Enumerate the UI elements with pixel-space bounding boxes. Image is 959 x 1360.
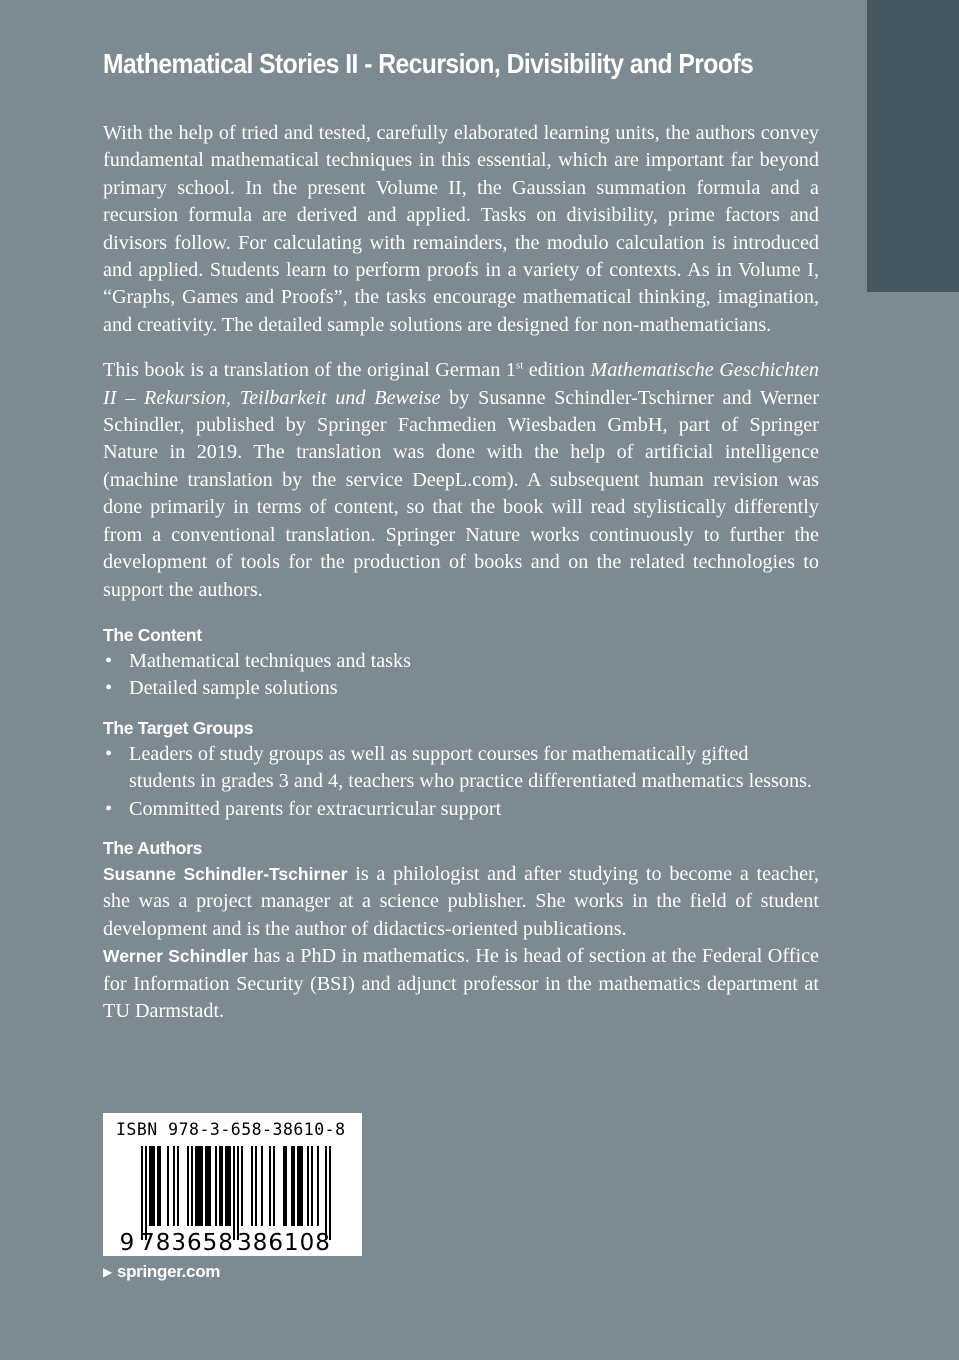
barcode-bar	[299, 1146, 301, 1226]
barcode-digits-right: 386108	[237, 1230, 331, 1256]
translation-lead: This book is a translation of the original German 1	[103, 359, 516, 382]
barcode-graphic	[103, 1113, 362, 1256]
barcode-bar	[307, 1146, 309, 1226]
barcode-bar	[251, 1146, 253, 1226]
barcode-bar	[157, 1146, 159, 1226]
barcode-digit-first: 9	[119, 1230, 135, 1256]
target-groups-list	[103, 741, 819, 823]
barcode-bar	[145, 1146, 147, 1240]
springer-link-text: springer.com	[116, 1262, 221, 1281]
content-list	[103, 648, 819, 703]
barcode-bar	[207, 1146, 209, 1226]
isbn-barcode	[103, 1113, 362, 1256]
translation-rest: by Susanne Schindler-Tschirner and Werner Schindler, published by Springer Fachmedien Wiesbaden GmbH, part of Springer Nature in 2019. The translation was done with the help of artificial intelligence (machine translation by the service DeepL.com). A subsequent human revision was done primarily in terms of content, so that the book will read stylistically differently from a conventional translation. Springer Nature works continuously to further the development of tools for the production of books and on the related technologies to support the authors.	[103, 386, 819, 601]
bullet-icon: •	[105, 649, 113, 672]
barcode-bar	[167, 1146, 169, 1226]
barcode-bar	[141, 1146, 143, 1240]
barcode-bar	[297, 1146, 299, 1226]
bullet-icon: •	[105, 797, 113, 820]
barcode-bar	[159, 1146, 161, 1226]
barcode-bar	[237, 1146, 239, 1240]
barcode-bar	[151, 1146, 153, 1226]
barcode-bar	[197, 1146, 199, 1226]
list-item	[103, 796, 819, 823]
author-name: Susanne Schindler-Tschirner	[103, 863, 348, 884]
content-heading: The Content	[103, 624, 202, 645]
back-cover-content	[103, 44, 819, 1025]
intro-paragraph: With the help of tried and tested, carefully elaborated learning units, the authors convey fundamental mathematical techniques in this essential, which are important far beyond primary school. In the present Volume II, the Gaussian summation formula and a recursion formula are derived and applied. Tasks on divisibility, prime factors and divisors follow. For calculating with remainders, the modulo calculation is introduced and applied. Students learn to perform proofs in a variety of contexts. As in Volume I, “Graphs, Games and Proofs”, the tasks encourage mathematical thinking, imagination, and creativity. The detailed sample solutions are designed for non-mathematicians.	[103, 122, 819, 336]
barcode-bar	[225, 1146, 227, 1226]
barcode-bar	[195, 1146, 197, 1226]
barcode-bar	[285, 1146, 287, 1226]
barcode-bar	[269, 1146, 271, 1226]
barcode-bar	[221, 1146, 223, 1226]
barcode-bar	[201, 1146, 203, 1226]
translation-edition-word: edition	[523, 359, 591, 382]
original-title: Mathematische Geschichten II – Rekursion, Teilbarkeit und Beweise	[103, 359, 819, 409]
list-item-text: Detailed sample solutions	[129, 677, 338, 700]
author-bio-text: has a PhD in mathematics. He is head of section at the Federal Office for Information Security (BSI) and adjunct professor in the mathematics department at TU Darmstadt.	[103, 945, 819, 1022]
author-bio-1	[103, 861, 819, 943]
barcode-bar	[191, 1146, 193, 1226]
barcode-bar	[187, 1146, 189, 1226]
barcode-bar	[227, 1146, 229, 1226]
barcode-bar	[177, 1146, 179, 1226]
barcode-bar	[233, 1146, 235, 1240]
barcode-bar	[329, 1146, 331, 1240]
barcode-bar	[273, 1146, 275, 1226]
isbn-label: ISBN 978-3-658-38610-8	[116, 1120, 346, 1139]
author-name: Werner Schindler	[103, 946, 248, 967]
author-bio-2	[103, 943, 819, 1025]
authors-heading: The Authors	[103, 837, 203, 858]
springer-link[interactable]	[103, 1262, 220, 1282]
target-groups-heading: The Target Groups	[103, 717, 254, 738]
list-item-text: Leaders of study groups as well as support courses for mathematically gifted students in grades 3 and 4, teachers who practice differentiated mathematics lessons.	[129, 742, 812, 793]
barcode-bar	[199, 1146, 201, 1226]
book-title: Mathematical Stories II - Recursion, Divisibility and Proofs	[103, 48, 754, 79]
barcode-bar	[229, 1146, 231, 1226]
author-bio-text: is a philologist and after studying to become a teacher, she was a project manager at a science publisher. She works in the field of student development and is the author of didactics-oriented publications.	[103, 862, 819, 940]
translation-paragraph	[103, 357, 819, 604]
barcode-bar	[215, 1146, 217, 1226]
barcode-bar	[325, 1146, 327, 1240]
barcode-bar	[219, 1146, 221, 1226]
barcode-bar	[255, 1146, 257, 1226]
barcode-bar	[311, 1146, 313, 1226]
bullet-icon: •	[105, 742, 113, 765]
list-item	[103, 675, 819, 702]
side-color-tab	[867, 0, 959, 292]
list-item	[103, 648, 819, 675]
barcode-bar	[317, 1146, 319, 1226]
edition-superscript: st	[515, 359, 524, 372]
barcode-bar	[291, 1146, 293, 1226]
barcode-bar	[153, 1146, 155, 1226]
barcode-bar	[283, 1146, 285, 1226]
barcode-digits-left: 783658	[140, 1230, 234, 1256]
barcode-bars	[141, 1146, 331, 1240]
barcode-bar	[209, 1146, 211, 1226]
barcode-bar	[205, 1146, 207, 1226]
barcode-bar	[241, 1146, 243, 1226]
barcode-bar	[149, 1146, 151, 1226]
list-item-text: Mathematical techniques and tasks	[129, 649, 411, 672]
barcode-bar	[293, 1146, 295, 1226]
arrow-right-icon: ▶	[103, 1265, 112, 1279]
barcode-bar	[301, 1146, 303, 1226]
barcode-bar	[261, 1146, 263, 1226]
list-item-text: Committed parents for extracurricular support	[129, 797, 502, 820]
barcode-bar	[173, 1146, 175, 1226]
list-item	[103, 741, 819, 796]
bullet-icon: •	[105, 677, 113, 700]
